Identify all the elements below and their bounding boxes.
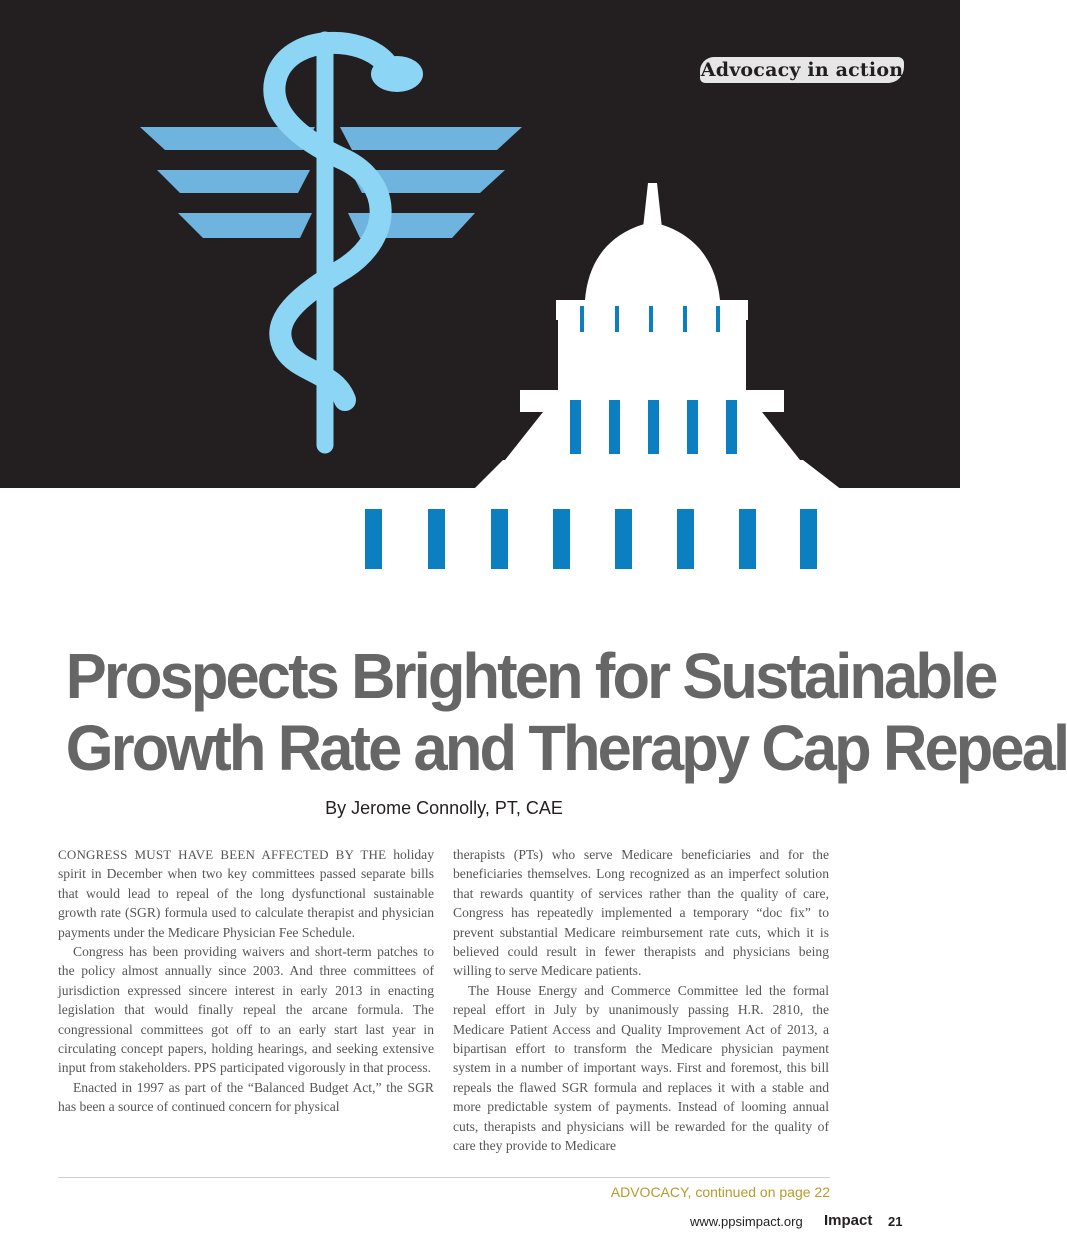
paragraph: The House Energy and Commerce Committee led the formal repeal effort in July by unanimously passing H.R. 2810, the Medicare Patient Access and Quality Improvement Act of 2013, a bipartisan effort to transform the Medicare physician payment system in a number of important ways. First and foremost, this bill repeals the flawed SGR formula and replaces it with a stable and more predictable system of payments. Instead of looming annual cuts, therapists and physicians will be rewarded for the quality of care they provide to Medicare	[453, 982, 829, 1154]
paragraph	[58, 845, 434, 942]
paragraph: therapists (PTs) who serve Medicare beneficiaries and for the beneficiaries themselves. Long recognized as an imperfect solution that rewards quantity of services rather than the quality of care, Congress has repeatedly implemented a temporary “doc fix” to prevent substantial Medicare reimbursement rate cuts, which it is believed could result in fewer therapists and physicians being willing to serve Medicare patients.	[453, 847, 829, 979]
serpent-head	[371, 56, 423, 92]
title-line-1: Prospects Brighten for Sustainable	[65, 640, 996, 712]
article-title	[65, 640, 1067, 784]
paragraph-text: holiday spirit in December when two key committees passed separate bills that would lead to repeal of the long dysfunctional sustainable growth rate (SGR) formula used to calculate therapist and physician payments under the Medicare Physician Fee Schedule.	[58, 847, 434, 940]
footer-url[interactable]: www.ppsimpact.org	[690, 1214, 803, 1229]
title-line-2: Growth Rate and Therapy Cap Repeal	[65, 712, 1067, 784]
article-column-right	[453, 845, 829, 1156]
paragraph: Enacted in 1997 as part of the “Balanced Budget Act,” the SGR has been a source of continued concern for physical	[58, 1079, 434, 1115]
footer-divider	[58, 1177, 830, 1178]
article-column-left	[58, 845, 434, 1117]
lead-in: CONGRESS MUST HAVE BEEN AFFECTED BY THE	[58, 847, 387, 862]
paragraph: Congress has been providing waivers and short-term patches to the policy almost annually since 2003. And three committees of jurisdiction expressed sincere interest in early 2013 in enacting legislation that would finally repeal the arcane formula. The congressional committees got off to an early start last year in circulating concept papers, holding hearings, and seeking extensive input from stakeholders. PPS participated vigorously in that process.	[58, 944, 434, 1076]
section-tag: Advocacy in action	[700, 59, 904, 81]
continued-link[interactable]: ADVOCACY, continued on page 22	[610, 1184, 830, 1200]
page-number: 21	[888, 1214, 903, 1229]
magazine-name: Impact	[824, 1212, 873, 1229]
byline: By Jerome Connolly, PT, CAE	[325, 798, 563, 818]
hero-illustration	[0, 0, 960, 600]
